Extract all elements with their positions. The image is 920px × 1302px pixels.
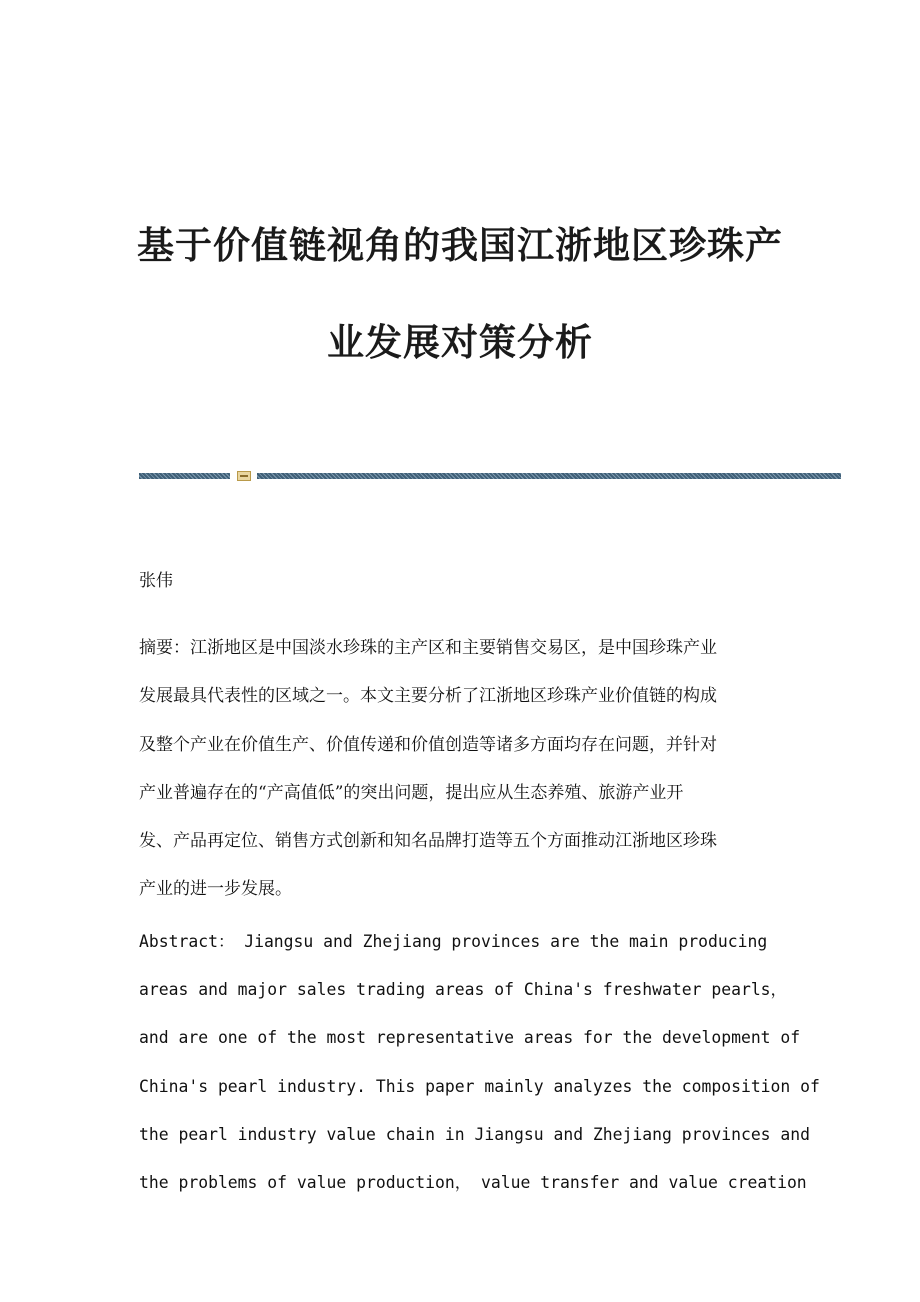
author-name: 张伟	[139, 571, 173, 591]
title-divider	[139, 471, 841, 481]
abstract-zh-line: 发、产品再定位、销售方式创新和知名品牌打造等五个方面推动江浙地区珍珠	[139, 831, 717, 852]
abstract-zh-line: 及整个产业在价值生产、价值传递和价值创造等诸多方面均存在问题，并针对	[139, 734, 717, 755]
abstract-chinese	[139, 624, 717, 914]
abstract-en-line: and are one of the most representative areas for the development of	[139, 1028, 801, 1048]
abstract-en-line: the pearl industry value chain in Jiangsu and Zhejiang provinces and	[139, 1124, 811, 1144]
abstract-zh-line: 产业的进一步发展。	[139, 879, 292, 900]
divider-bar-right	[257, 473, 841, 479]
title-line-2: 业发展对策分析	[327, 320, 593, 364]
divider-bar-left	[139, 473, 230, 479]
abstract-english	[139, 918, 820, 1207]
abstract-en-line: areas and major sales trading areas of China's freshwater pearls，	[139, 980, 787, 1000]
title-line-1: 基于价值链视角的我国江浙地区珍珠产	[137, 223, 783, 267]
abstract-zh-line: 摘要：江浙地区是中国淡水珍珠的主产区和主要销售交易区，是中国珍珠产业	[139, 638, 717, 658]
abstract-zh-line: 产业普遍存在的“产高值低”的突出问题，提出应从生态养殖、旅游产业开	[139, 782, 684, 803]
abstract-en-line: Abstract： Jiangsu and Zhejiang provinces are the main producing	[139, 932, 768, 951]
abstract-zh-line: 发展最具代表性的区域之一。本文主要分析了江浙地区珍珠产业价值链的构成	[139, 686, 717, 707]
abstract-en-line: the problems of value production， value transfer and value creation	[139, 1173, 807, 1193]
ornament-icon	[237, 471, 251, 481]
abstract-en-line: China's pearl industry. This paper mainly analyzes the composition of	[139, 1076, 820, 1096]
